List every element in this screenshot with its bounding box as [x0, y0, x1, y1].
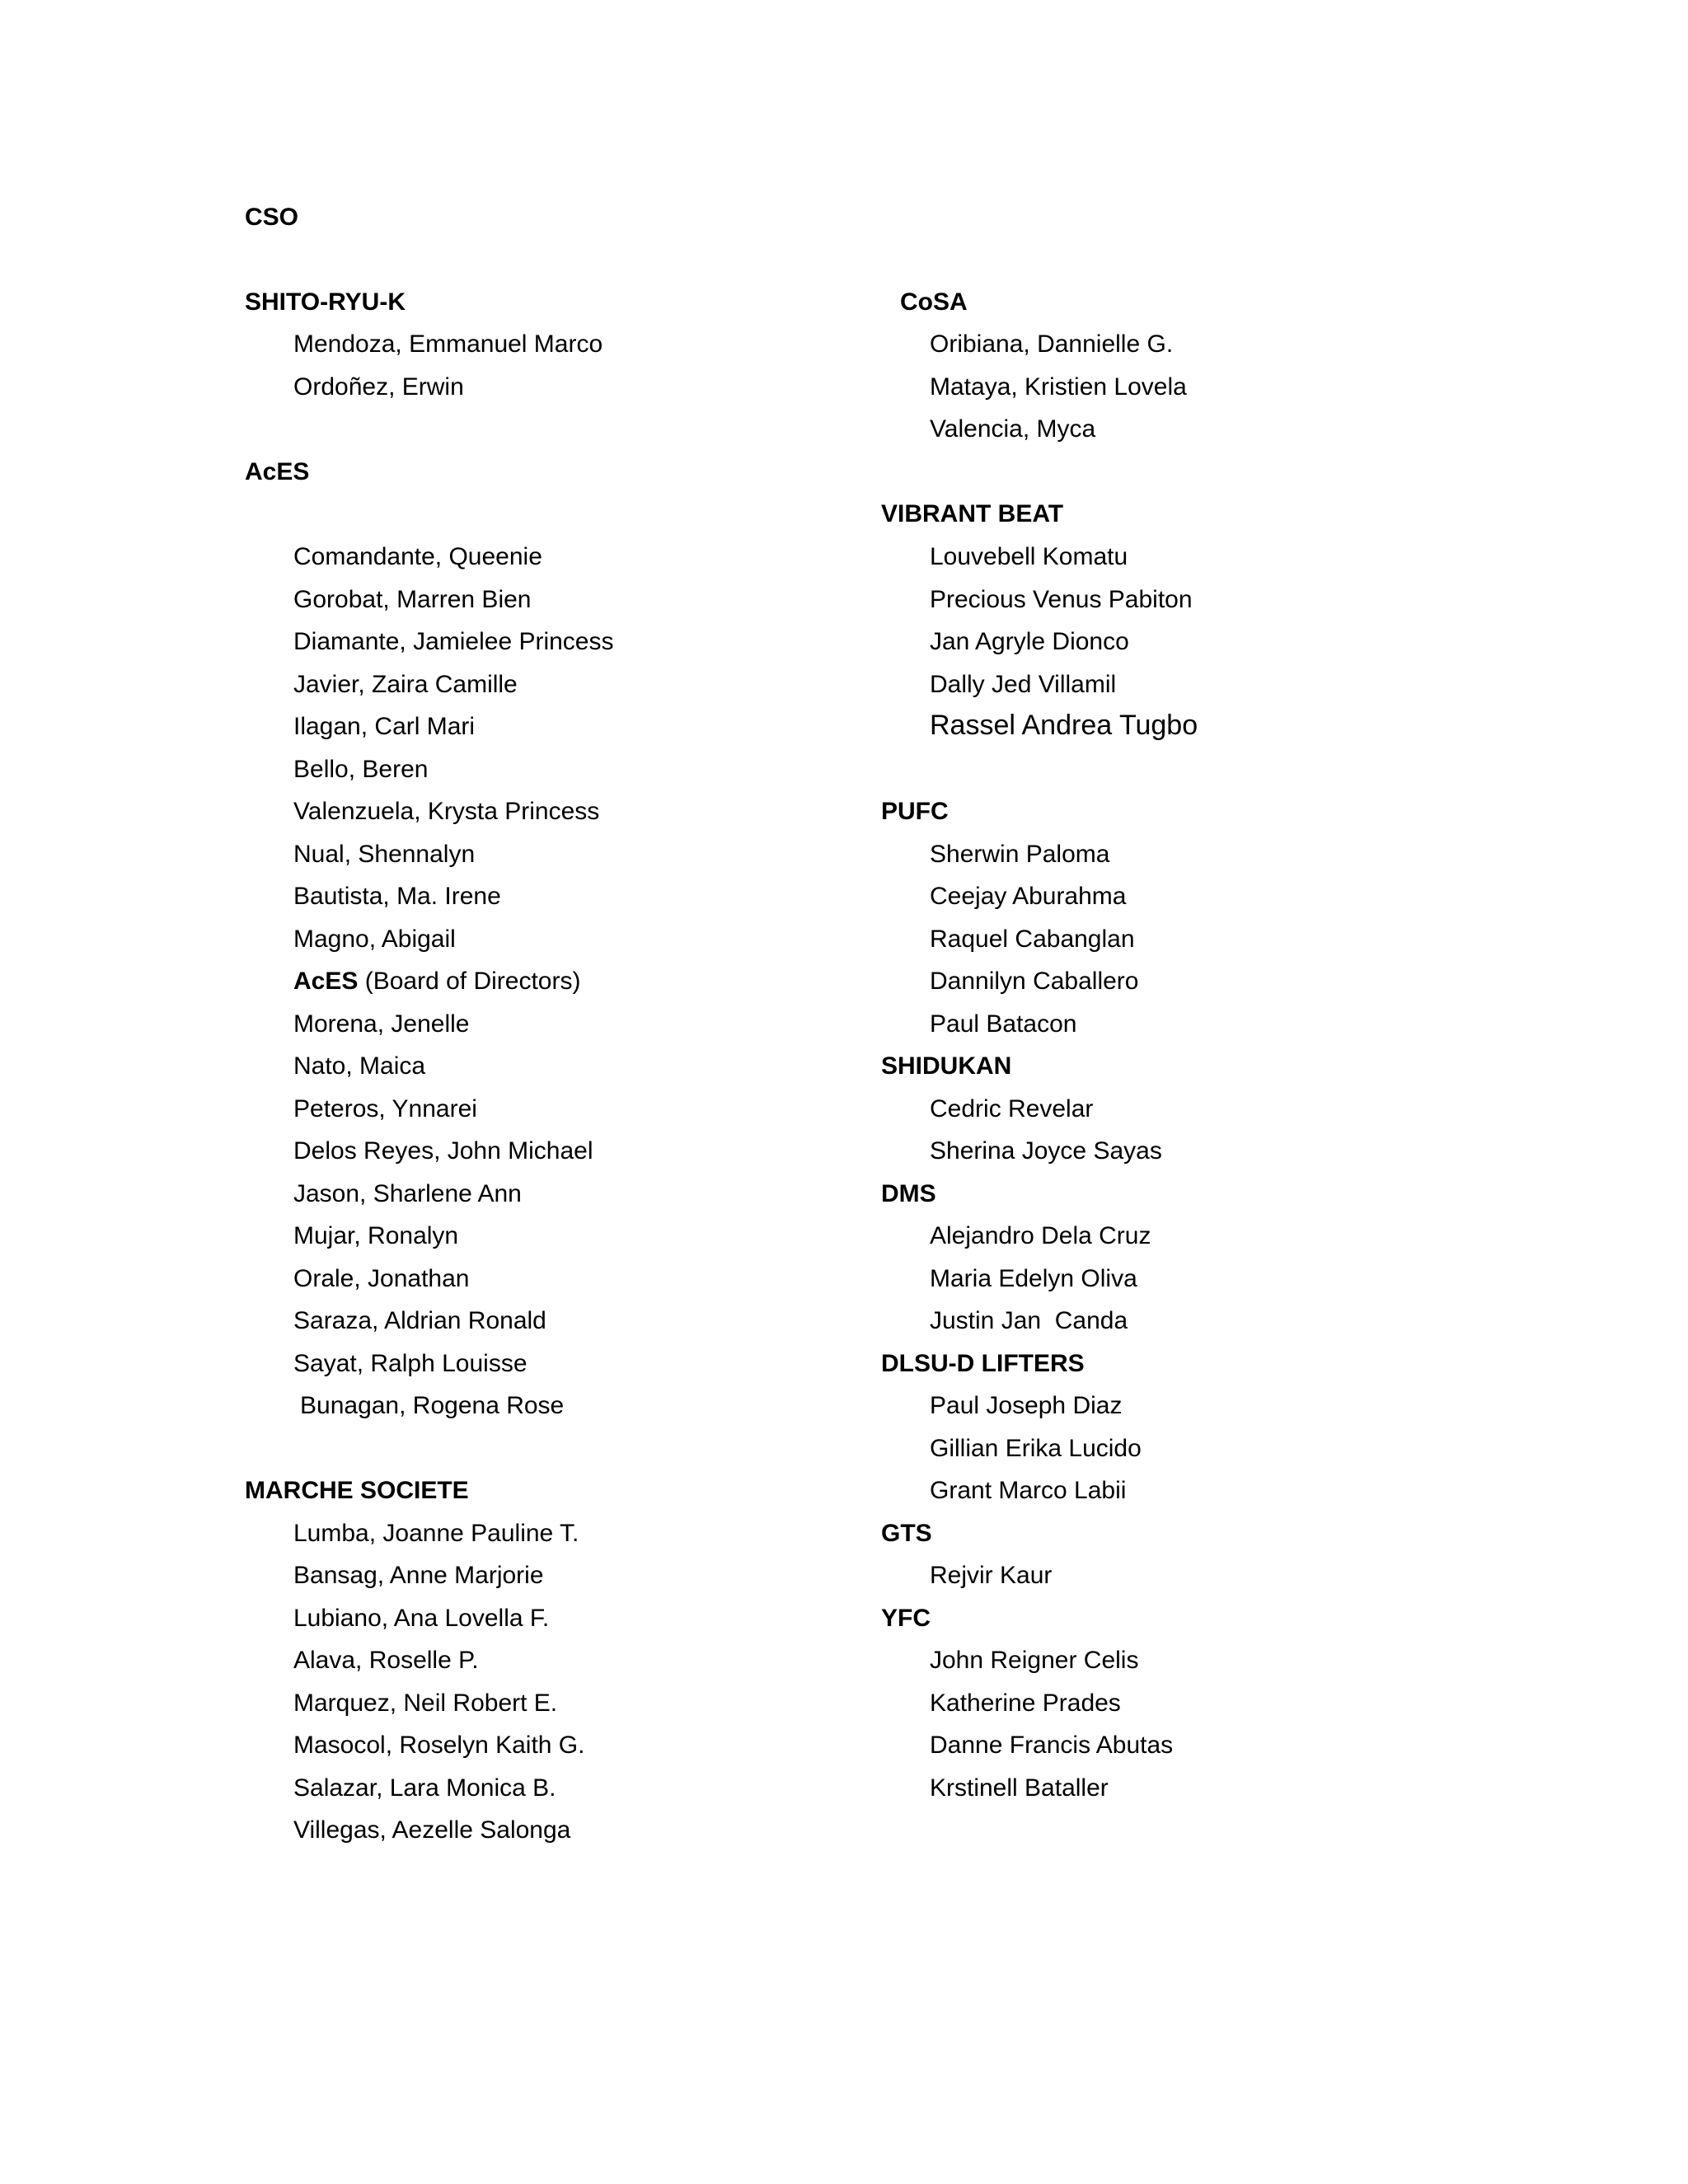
- member-name: Alava, Roselle P.: [293, 1647, 479, 1674]
- org-heading-dms: DMS: [881, 1180, 936, 1207]
- document-title: CSO: [245, 204, 299, 231]
- member-name: Ceejay Aburahma: [930, 883, 1127, 910]
- member-name: Paul Batacon: [930, 1010, 1077, 1038]
- member-name: John Reigner Celis: [930, 1647, 1139, 1674]
- org-heading-aces: AcES: [245, 458, 310, 485]
- org-heading-marche-societe: MARCHE SOCIETE: [245, 1477, 469, 1504]
- member-name: Sherwin Paloma: [930, 841, 1110, 868]
- org-heading-pufc: PUFC: [881, 798, 949, 825]
- org-heading-shito-ryu-k: SHITO-RYU-K: [245, 288, 406, 316]
- member-name: Masocol, Roselyn Kaith G.: [293, 1732, 585, 1759]
- org-heading-dlsu-d-lifters: DLSU-D LIFTERS: [881, 1350, 1085, 1377]
- member-name: Mataya, Kristien Lovela: [930, 373, 1187, 401]
- org-heading-vibrant-beat: VIBRANT BEAT: [881, 500, 1064, 527]
- member-name: Gorobat, Marren Bien: [293, 586, 532, 613]
- member-name: Comandante, Queenie: [293, 543, 542, 570]
- member-name: Lubiano, Ana Lovella F.: [293, 1605, 550, 1632]
- member-name: Cedric Revelar: [930, 1095, 1094, 1122]
- member-name: Bello, Beren: [293, 756, 429, 783]
- member-name: Sherina Joyce Sayas: [930, 1137, 1162, 1165]
- member-name: Bunagan, Rogena Rose: [300, 1392, 565, 1419]
- member-name: Sayat, Ralph Louisse: [293, 1350, 528, 1377]
- member-name: Ilagan, Carl Mari: [293, 713, 476, 740]
- member-name: Raquel Cabanglan: [930, 926, 1135, 953]
- member-name: Gillian Erika Lucido: [930, 1435, 1142, 1462]
- member-name: Oribiana, Dannielle G.: [930, 330, 1174, 358]
- member-name: Louvebell Komatu: [930, 543, 1128, 570]
- member-name: Dannilyn Caballero: [930, 968, 1139, 995]
- member-name: Nual, Shennalyn: [293, 841, 476, 868]
- member-name: Dally Jed Villamil: [930, 671, 1117, 698]
- org-heading-shidukan: SHIDUKAN: [881, 1052, 1012, 1080]
- member-name: Rejvir Kaur: [930, 1562, 1053, 1589]
- member-name: Delos Reyes, John Michael: [293, 1137, 593, 1165]
- member-name: Grant Marco Labii: [930, 1477, 1127, 1504]
- member-name: Katherine Prades: [930, 1690, 1121, 1717]
- member-name: Valencia, Myca: [930, 415, 1096, 443]
- member-name: Orale, Jonathan: [293, 1265, 470, 1292]
- member-name: Saraza, Aldrian Ronald: [293, 1307, 546, 1334]
- member-name: Lumba, Joanne Pauline T.: [293, 1520, 579, 1547]
- member-name: Ordoñez, Erwin: [293, 373, 464, 401]
- member-name: Valenzuela, Krysta Princess: [293, 798, 600, 825]
- aces-board-label: AcES: [293, 968, 359, 995]
- org-heading-gts: GTS: [881, 1520, 932, 1547]
- member-name: Bautista, Ma. Irene: [293, 883, 501, 910]
- member-name: Javier, Zaira Camille: [293, 671, 518, 698]
- member-name: Precious Venus Pabiton: [930, 586, 1193, 613]
- member-name: Mujar, Ronalyn: [293, 1222, 459, 1249]
- org-heading-cosa: CoSA: [900, 288, 968, 316]
- aces-board-subheading: [293, 965, 580, 998]
- member-name: Krstinell Bataller: [930, 1774, 1109, 1802]
- aces-board-suffix: (Board of Directors): [358, 968, 581, 995]
- member-name: Peteros, Ynnarei: [293, 1095, 477, 1122]
- member-name: Mendoza, Emmanuel Marco: [293, 330, 603, 358]
- member-name: Alejandro Dela Cruz: [930, 1222, 1151, 1249]
- member-name: Magno, Abigail: [293, 926, 456, 953]
- member-name: Danne Francis Abutas: [930, 1732, 1174, 1759]
- member-name: Diamante, Jamielee Princess: [293, 628, 614, 655]
- org-heading-yfc: YFC: [881, 1605, 931, 1632]
- member-name: Bansag, Anne Marjorie: [293, 1562, 544, 1589]
- member-name: Rassel Andrea Tugbo: [930, 710, 1198, 741]
- member-name: Salazar, Lara Monica B.: [293, 1774, 556, 1802]
- member-name: Villegas, Aezelle Salonga: [293, 1816, 571, 1844]
- member-name: Maria Edelyn Oliva: [930, 1265, 1137, 1292]
- member-name: Paul Joseph Diaz: [930, 1392, 1123, 1419]
- member-name: Jan Agryle Dionco: [930, 628, 1129, 655]
- member-name: Justin Jan Canda: [930, 1307, 1128, 1334]
- member-name: Marquez, Neil Robert E.: [293, 1690, 558, 1717]
- member-name: Jason, Sharlene Ann: [293, 1180, 522, 1207]
- member-name: Nato, Maica: [293, 1052, 426, 1080]
- member-name: Morena, Jenelle: [293, 1010, 470, 1038]
